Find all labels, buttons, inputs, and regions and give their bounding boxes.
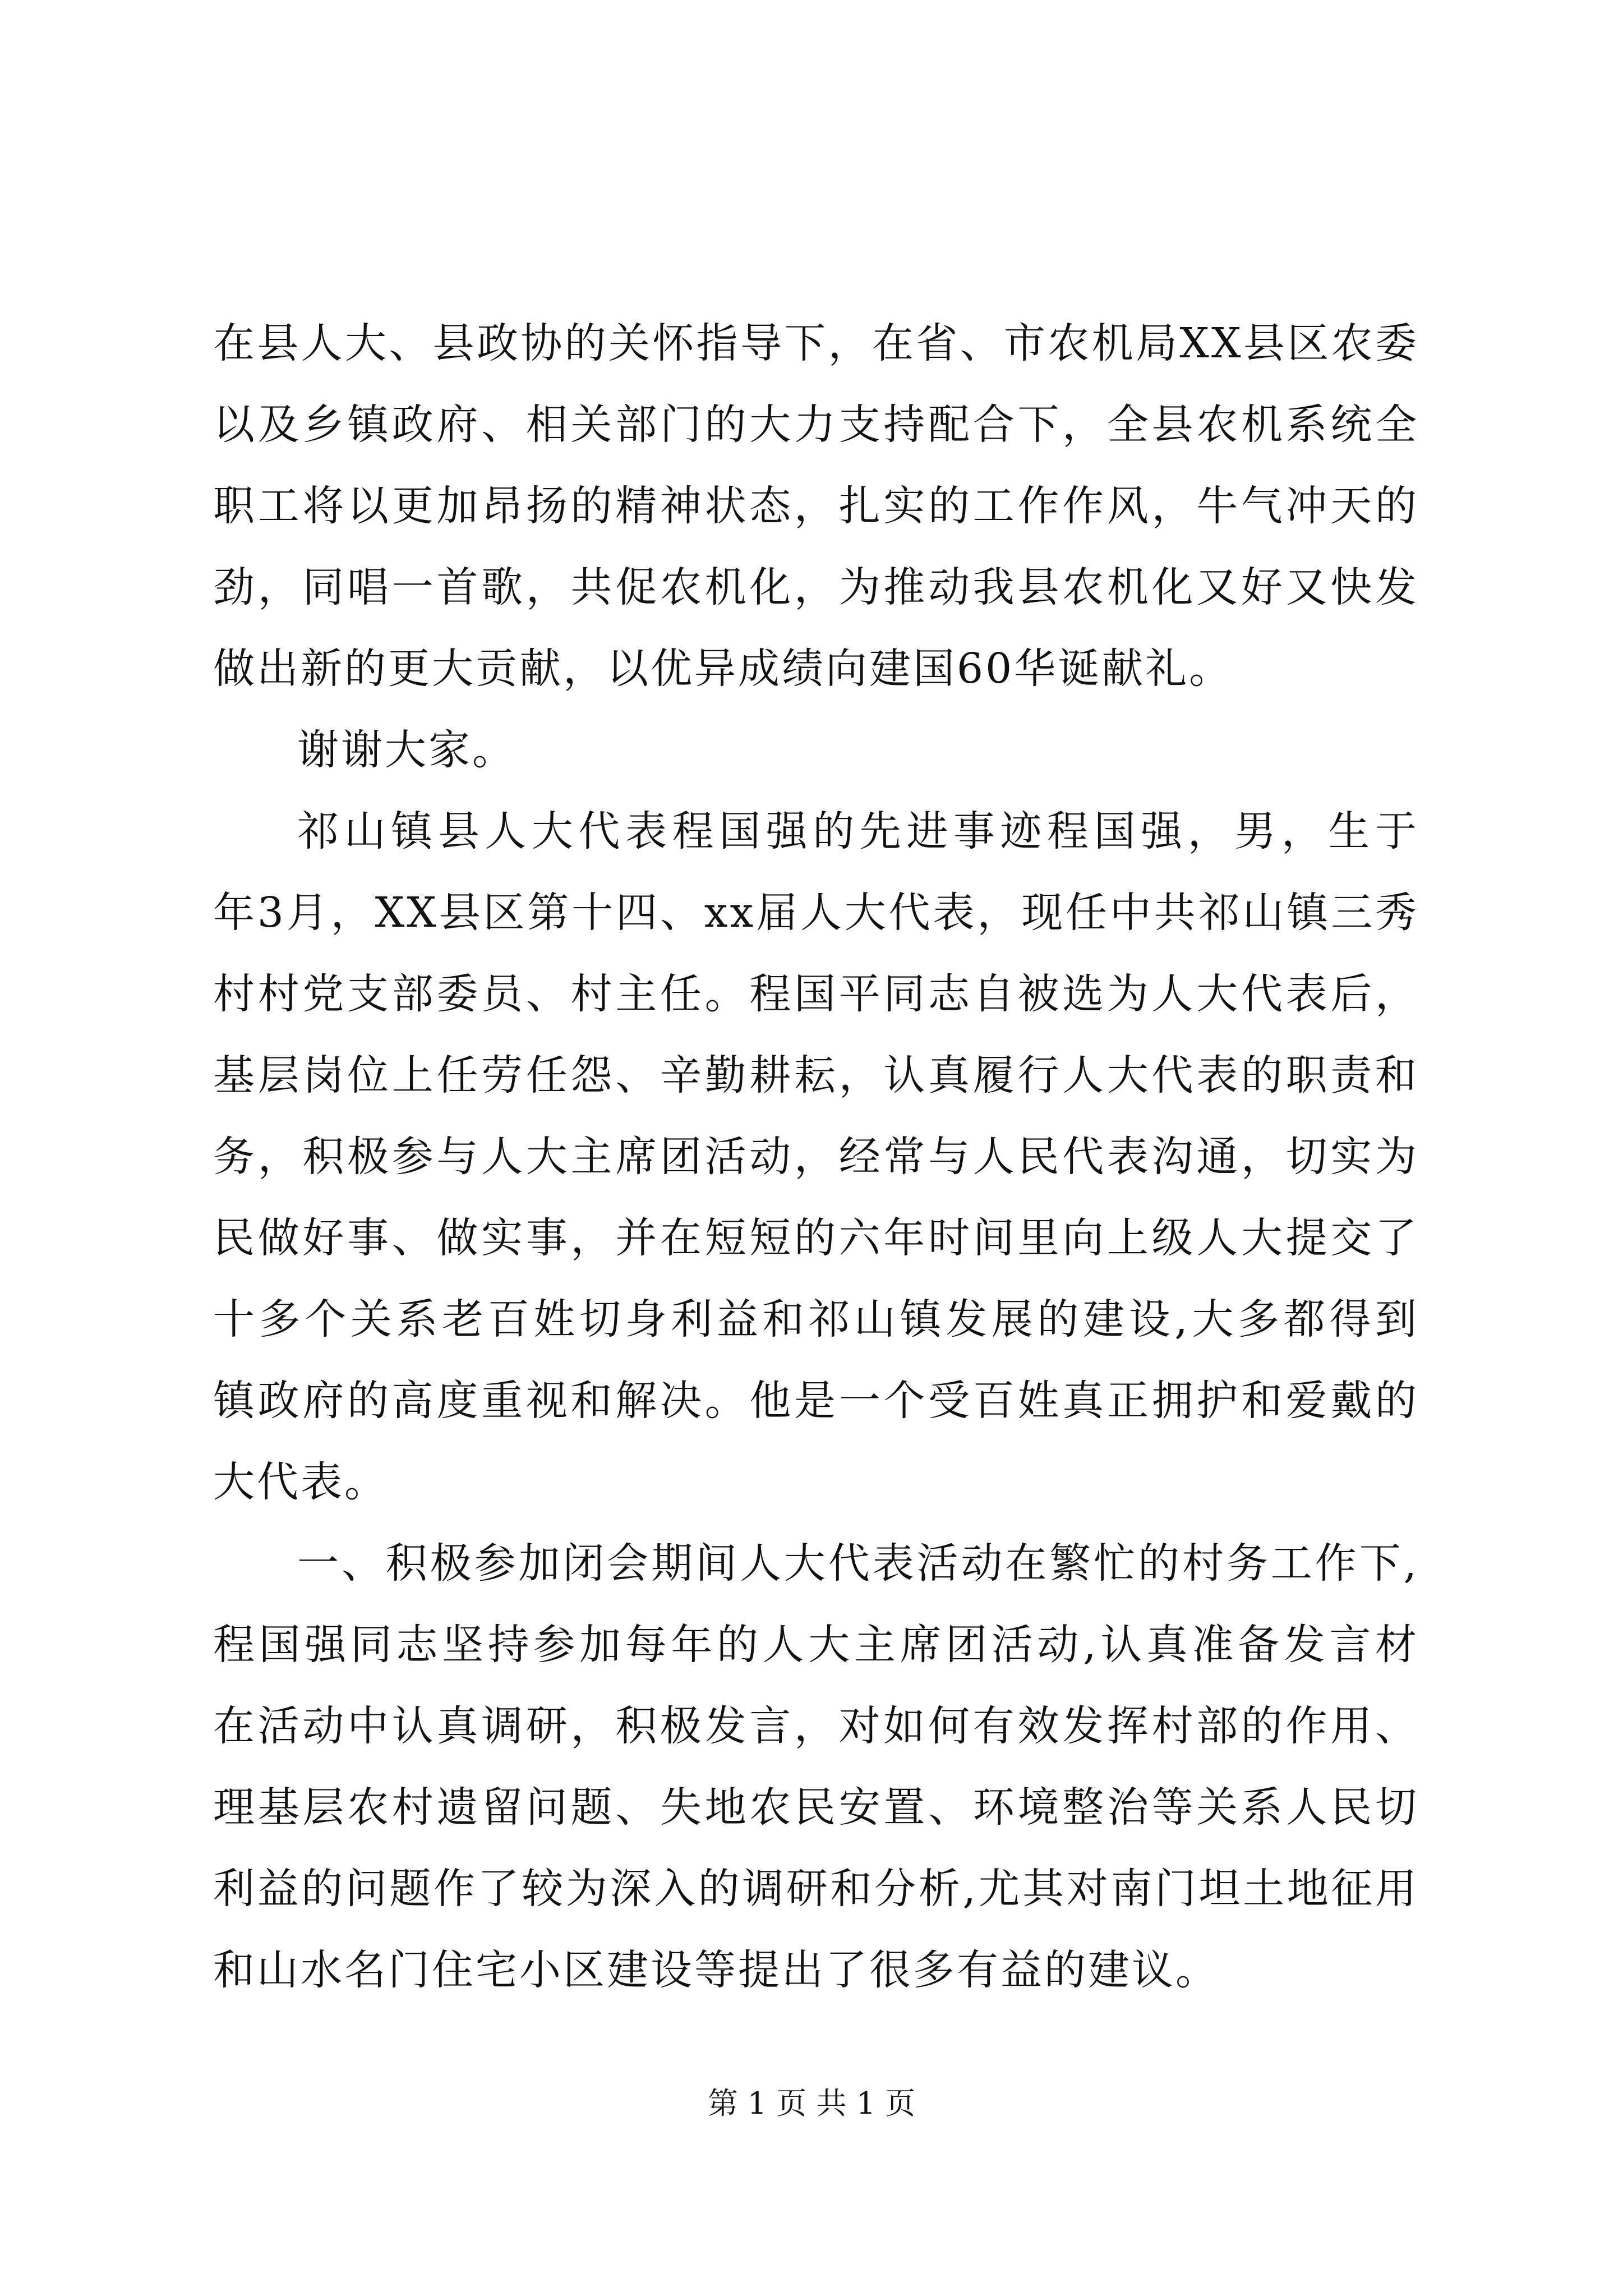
text-line (213, 1360, 1419, 1442)
text-line (213, 1767, 1419, 1848)
text-line (213, 1686, 1419, 1767)
text-line-content: 职工将以更加昂扬的精神状态，扎实的工作作风，牛气冲天的 (213, 482, 1419, 530)
text-line-content: 镇政府的高度重视和解决。他是一个受百姓真正拥护和爱戴的 (213, 1377, 1419, 1425)
text-line-content: 务，积极参与人大主席团活动，经常与人民代表沟通，切实为 (213, 1133, 1419, 1181)
text-line (213, 954, 1419, 1035)
text-line-content: 大代表。 (213, 1458, 388, 1506)
text-line (213, 1848, 1419, 1930)
text-line (213, 791, 1419, 872)
text-line (213, 1442, 1419, 1523)
text-line-content: 村村党支部委员、村主任。程国平同志自被选为人大代表后， (213, 970, 1419, 1018)
text-line-content: 祁山镇县人大代表程国强的先进事迹程国强，男，生于 (297, 807, 1419, 855)
body-text (213, 303, 1419, 2011)
text-line (213, 466, 1419, 547)
text-line (213, 1604, 1419, 1686)
text-line (213, 628, 1419, 710)
text-line (213, 1035, 1419, 1116)
text-line (213, 872, 1419, 954)
text-line-content: 劲，同唱一首歌，共促农机化，为推动我县农机化又好又快发 (213, 563, 1419, 611)
text-line (213, 303, 1419, 384)
page-footer: 第 1 页 共 1 页 (707, 2086, 916, 2121)
text-line-content: 程国强同志坚持参加每年的人大主席团活动,认真准备发言材 (213, 1621, 1419, 1669)
text-line-content: 以及乡镇政府、相关部门的大力支持配合下，全县农机系统全 (213, 401, 1419, 449)
text-line-content: 在活动中认真调研，积极发言，对如何有效发挥村部的作用、 (213, 1702, 1419, 1750)
text-line (213, 1279, 1419, 1360)
text-line-content: 一、积极参加闭会期间人大代表活动在繁忙的村务工作下, (297, 1539, 1419, 1588)
text-line-content: 年3月，XX县区第十四、xx届人大代表，现任中共祁山镇三秀 (213, 889, 1419, 937)
text-line (213, 547, 1419, 628)
text-line (213, 1198, 1419, 1279)
text-line-content: 和山水名门住宅小区建设等提出了很多有益的建议。 (213, 1946, 1219, 1994)
text-line (213, 1116, 1419, 1198)
text-line-content: 在县人大、县政协的关怀指导下，在省、市农机局XX县区农委 (213, 319, 1419, 367)
text-line-content: 谢谢大家。 (297, 726, 516, 774)
text-line-content: 做出新的更大贡献，以优异成绩向建国60华诞献礼。 (213, 645, 1233, 693)
text-line-content: 民做好事、做实事，并在短短的六年时间里向上级人大提交了 (213, 1214, 1419, 1262)
text-line (213, 384, 1419, 466)
text-line (213, 1523, 1419, 1604)
text-line (213, 1930, 1419, 2011)
text-line (213, 710, 1419, 791)
text-line-content: 十多个关系老百姓切身利益和祁山镇发展的建设,大多都得到 (213, 1295, 1419, 1343)
text-line-content: 理基层农村遗留问题、失地农民安置、环境整治等关系人民切 (213, 1783, 1419, 1832)
text-line-content: 基层岗位上任劳任怨、辛勤耕耘，认真履行人大代表的职责和 (213, 1051, 1419, 1099)
text-line-content: 利益的问题作了较为深入的调研和分析,尤其对南门坦土地征用 (213, 1865, 1419, 1913)
